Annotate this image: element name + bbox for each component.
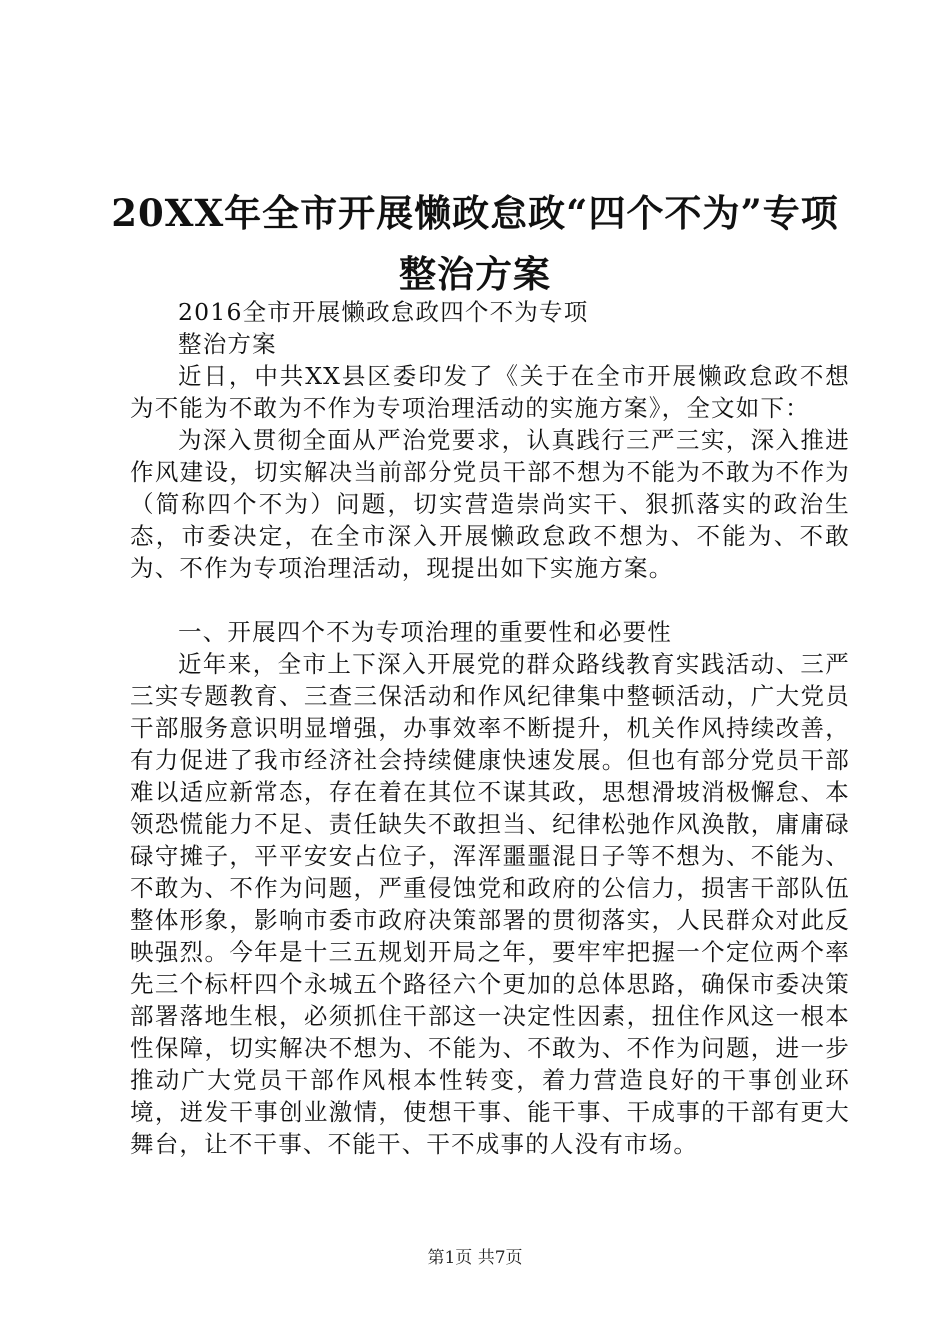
paragraph-gap: [130, 584, 850, 616]
subtitle-line1: 2016全市开展懒政怠政四个不为专项: [178, 298, 589, 326]
document-body: [130, 296, 850, 1160]
page-indicator: 第1页 共7页: [427, 1248, 523, 1268]
subtitle-line2: 整治方案: [178, 330, 277, 358]
document-title-line1: 20XX年全市开展懒政怠政“四个不为”专项: [111, 191, 839, 235]
paragraph-background: 近年来，全市上下深入开展党的群众路线教育实践活动、三严三实专题教育、三查三保活动和作风纪律集中整顿活动，广大党员干部服务意识明显增强，办事效率不断提升，机关作风持续改善，有力促进了我市经济社会持续健康快速发展。但也有部分党员干部难以适应新常态，存在着在其位不谋其政，思想滑坡消极懈怠、本领恐慌能力不足、责任缺失不敢担当、纪律松弛作风涣散，庸庸碌碌守摊子，平平安安占位子，浑浑噩噩混日子等不想为、不能为、不敢为、不作为问题，严重侵蚀党和政府的公信力，损害干部队伍整体形象，影响市委市政府决策部署的贯彻落实，人民群众对此反映强烈。今年是十三五规划开局之年，要牢牢把握一个定位两个率先三个标杆四个永城五个路径六个更加的总体思路，确保市委决策部署落地生根，必须抓住干部这一决定性因素，扭住作风这一根本性保障，切实解决不想为、不能为、不敢为、不作为问题，进一步推动广大党员干部作风根本性转变，着力营造良好的干事创业环境，迸发干事创业激情，使想干事、能干事、干成事的干部有更大舞台，让不干事、不能干、干不成事的人没有市场。: [130, 650, 850, 1158]
paragraph-purpose: 为深入贯彻全面从严治党要求，认真践行三严三实，深入推进作风建设，切实解决当前部分党员干部不想为不能为不敢为不作为（简称四个不为）问题，切实营造崇尚实干、狠抓落实的政治生态，市委决定，在全市深入开展懒政怠政不想为、不能为、不敢为、不作为专项治理活动，现提出如下实施方案。: [130, 426, 850, 582]
paragraph-intro: 近日，中共XX县区委印发了《关于在全市开展懒政怠政不想为不能为不敢为不作为专项治理活动的实施方案》，全文如下：: [130, 362, 850, 422]
document-title-line2: 整治方案: [399, 252, 551, 296]
section-heading: 一、开展四个不为专项治理的重要性和必要性: [178, 618, 672, 646]
